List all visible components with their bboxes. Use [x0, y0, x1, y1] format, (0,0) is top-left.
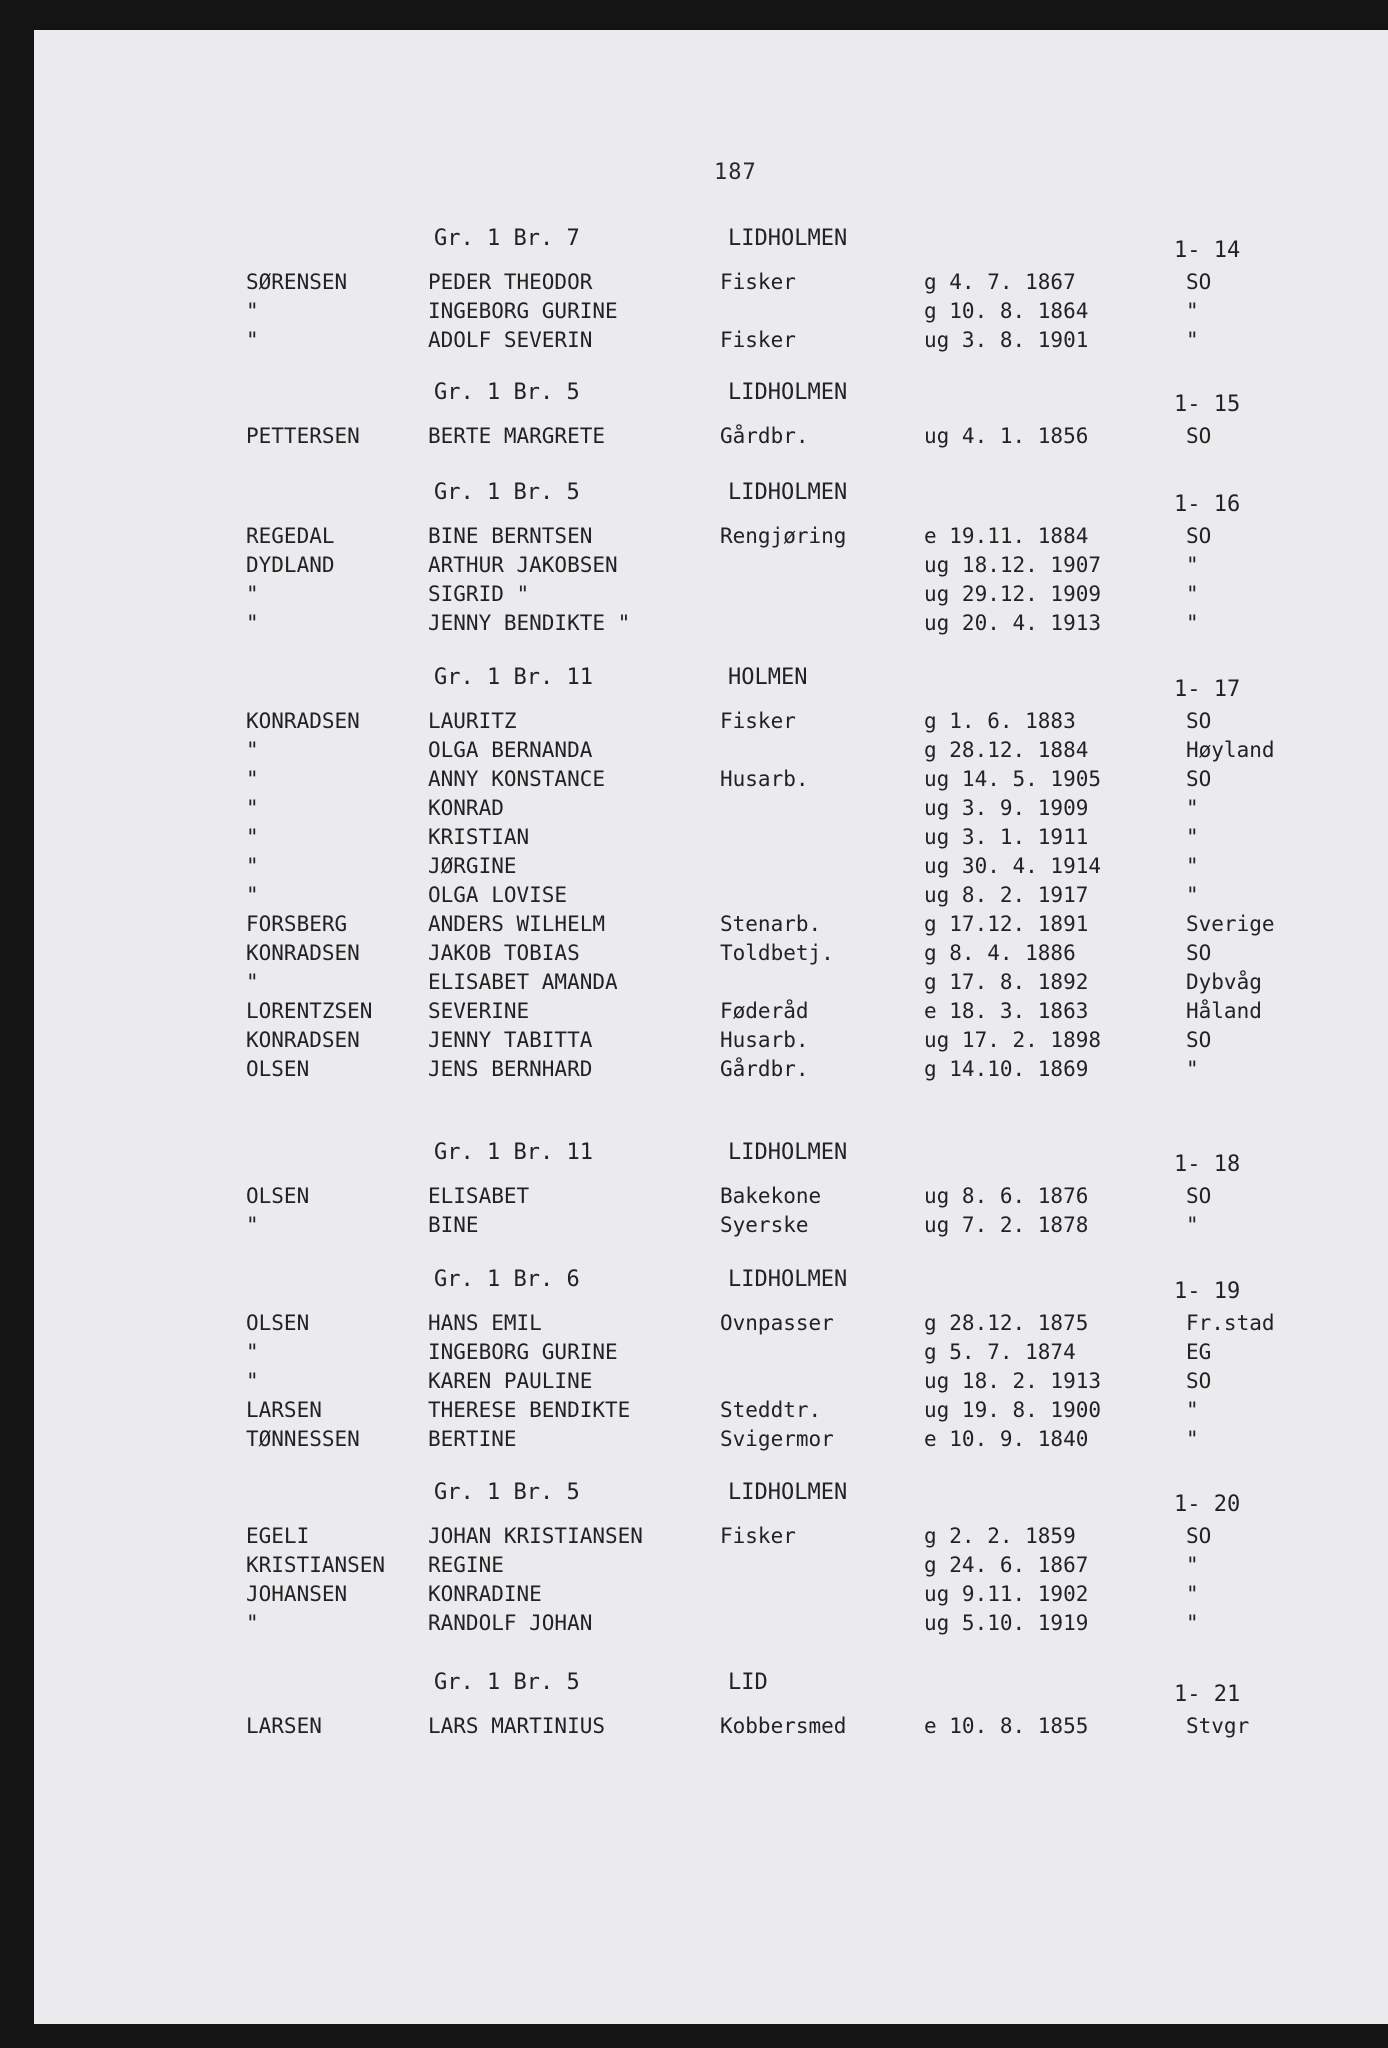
- household-header: [34, 480, 1388, 517]
- birth-date: ug 7. 2. 1878: [924, 1213, 1089, 1237]
- group-number: Gr. 1 Br. 5: [434, 1670, 580, 1695]
- person-row: [34, 1714, 1388, 1742]
- surname: KONRADSEN: [246, 941, 360, 965]
- group-number: Gr. 1 Br. 11: [434, 665, 593, 690]
- household-code: 1- 14: [1174, 238, 1241, 263]
- surname: OLSEN: [246, 1184, 310, 1208]
- given-name: HANS EMIL: [428, 1311, 542, 1335]
- surname: ": [246, 854, 259, 878]
- given-name: ADOLF SEVERIN: [428, 328, 593, 352]
- given-name: JENNY BENDIKTE ": [428, 611, 631, 635]
- occupation: Gårdbr.: [720, 424, 809, 448]
- person-row: [34, 1369, 1388, 1397]
- birth-date: g 8. 4. 1886: [924, 941, 1076, 965]
- occupation: Gårdbr.: [720, 1057, 809, 1081]
- person-row: [34, 999, 1388, 1027]
- birth-date: ug 5.10. 1919: [924, 1611, 1089, 1635]
- household-header: [34, 1480, 1388, 1517]
- place-name: LID: [728, 1670, 768, 1695]
- birth-date: ug 3. 9. 1909: [924, 796, 1089, 820]
- occupation: Fisker: [720, 709, 796, 733]
- household-code: 1- 15: [1174, 392, 1241, 417]
- surname: JOHANSEN: [246, 1582, 348, 1606]
- person-row: [34, 1611, 1388, 1639]
- surname: FORSBERG: [246, 912, 348, 936]
- surname: REGEDAL: [246, 524, 335, 548]
- birth-place: SO: [1186, 1369, 1212, 1393]
- occupation: Ovnpasser: [720, 1311, 834, 1335]
- given-name: SIGRID ": [428, 582, 530, 606]
- person-row: [34, 1524, 1388, 1552]
- given-name: BINE BERNTSEN: [428, 524, 593, 548]
- birth-date: g 2. 2. 1859: [924, 1524, 1076, 1548]
- occupation: Fisker: [720, 328, 796, 352]
- place-name: LIDHOLMEN: [728, 480, 848, 505]
- household-header: [34, 380, 1388, 417]
- given-name: KAREN PAULINE: [428, 1369, 593, 1393]
- occupation: Fisker: [720, 270, 796, 294]
- person-row: [34, 1028, 1388, 1056]
- person-row: [34, 767, 1388, 795]
- surname: ": [246, 328, 259, 352]
- birth-place: Høyland: [1186, 738, 1275, 762]
- birth-date: g 28.12. 1875: [924, 1311, 1089, 1335]
- person-row: [34, 1582, 1388, 1610]
- given-name: LAURITZ: [428, 709, 517, 733]
- given-name: KRISTIAN: [428, 825, 530, 849]
- person-row: [34, 941, 1388, 969]
- person-row: [34, 270, 1388, 298]
- birth-place: ": [1186, 553, 1199, 577]
- surname: SØRENSEN: [246, 270, 348, 294]
- occupation: Toldbetj.: [720, 941, 834, 965]
- person-row: [34, 738, 1388, 766]
- person-row: [34, 1398, 1388, 1426]
- person-row: [34, 611, 1388, 639]
- given-name: ELISABET: [428, 1184, 530, 1208]
- person-row: [34, 582, 1388, 610]
- census-list: [34, 30, 1388, 2024]
- person-row: [34, 825, 1388, 853]
- occupation: Føderåd: [720, 999, 809, 1023]
- given-name: THERESE BENDIKTE: [428, 1398, 631, 1422]
- birth-date: ug 14. 5. 1905: [924, 767, 1102, 791]
- given-name: BINE: [428, 1213, 479, 1237]
- birth-date: g 28.12. 1884: [924, 738, 1089, 762]
- birth-date: e 19.11. 1884: [924, 524, 1089, 548]
- birth-place: Fr.stad: [1186, 1311, 1275, 1335]
- birth-place: ": [1186, 1611, 1199, 1635]
- birth-date: e 18. 3. 1863: [924, 999, 1089, 1023]
- surname: LARSEN: [246, 1714, 322, 1738]
- given-name: OLGA LOVISE: [428, 883, 568, 907]
- person-row: [34, 912, 1388, 940]
- surname: KONRADSEN: [246, 709, 360, 733]
- birth-date: ug 3. 1. 1911: [924, 825, 1089, 849]
- person-row: [34, 1184, 1388, 1212]
- surname: KONRADSEN: [246, 1028, 360, 1052]
- place-name: LIDHOLMEN: [728, 226, 848, 251]
- birth-place: Sverige: [1186, 912, 1275, 936]
- surname: ": [246, 825, 259, 849]
- given-name: KONRAD: [428, 796, 504, 820]
- birth-place: ": [1186, 582, 1199, 606]
- occupation: Husarb.: [720, 1028, 809, 1052]
- place-name: LIDHOLMEN: [728, 380, 848, 405]
- occupation: Rengjøring: [720, 524, 847, 548]
- person-row: [34, 796, 1388, 824]
- surname: KRISTIANSEN: [246, 1553, 386, 1577]
- birth-date: ug 29.12. 1909: [924, 582, 1102, 606]
- person-row: [34, 854, 1388, 882]
- given-name: JENNY TABITTA: [428, 1028, 593, 1052]
- surname: ": [246, 1369, 259, 1393]
- place-name: LIDHOLMEN: [728, 1140, 848, 1165]
- birth-date: ug 20. 4. 1913: [924, 611, 1102, 635]
- surname: ": [246, 883, 259, 907]
- occupation: Kobbersmed: [720, 1714, 847, 1738]
- place-name: LIDHOLMEN: [728, 1480, 848, 1505]
- birth-place: SO: [1186, 709, 1212, 733]
- given-name: LARS MARTINIUS: [428, 1714, 606, 1738]
- person-row: [34, 970, 1388, 998]
- person-row: [34, 524, 1388, 552]
- birth-place: ": [1186, 1213, 1199, 1237]
- document-page: [34, 30, 1388, 2024]
- surname: ": [246, 1213, 259, 1237]
- birth-place: SO: [1186, 1028, 1212, 1052]
- birth-date: g 24. 6. 1867: [924, 1553, 1089, 1577]
- birth-date: e 10. 8. 1855: [924, 1714, 1089, 1738]
- group-number: Gr. 1 Br. 5: [434, 380, 580, 405]
- person-row: [34, 1057, 1388, 1085]
- birth-date: ug 3. 8. 1901: [924, 328, 1089, 352]
- surname: ": [246, 299, 259, 323]
- given-name: BERTINE: [428, 1427, 517, 1451]
- person-row: [34, 883, 1388, 911]
- household-header: [34, 665, 1388, 702]
- birth-date: ug 19. 8. 1900: [924, 1398, 1102, 1422]
- given-name: BERTE MARGRETE: [428, 424, 606, 448]
- surname: OLSEN: [246, 1057, 310, 1081]
- person-row: [34, 1427, 1388, 1455]
- occupation: Steddtr.: [720, 1398, 822, 1422]
- birth-date: ug 8. 6. 1876: [924, 1184, 1089, 1208]
- birth-place: SO: [1186, 424, 1212, 448]
- household-header: [34, 1267, 1388, 1304]
- birth-place: SO: [1186, 1524, 1212, 1548]
- birth-place: ": [1186, 611, 1199, 635]
- birth-date: g 5. 7. 1874: [924, 1340, 1076, 1364]
- birth-date: g 1. 6. 1883: [924, 709, 1076, 733]
- birth-date: ug 4. 1. 1856: [924, 424, 1089, 448]
- birth-date: ug 8. 2. 1917: [924, 883, 1089, 907]
- given-name: INGEBORG GURINE: [428, 1340, 618, 1364]
- birth-date: ug 17. 2. 1898: [924, 1028, 1102, 1052]
- surname: ": [246, 611, 259, 635]
- birth-place: SO: [1186, 1184, 1212, 1208]
- surname: LORENTZSEN: [246, 999, 373, 1023]
- surname: OLSEN: [246, 1311, 310, 1335]
- birth-date: ug 9.11. 1902: [924, 1582, 1089, 1606]
- person-row: [34, 1340, 1388, 1368]
- household-code: 1- 21: [1174, 1682, 1241, 1707]
- household-header: [34, 1670, 1388, 1707]
- place-name: HOLMEN: [728, 665, 808, 690]
- surname: TØNNESSEN: [246, 1427, 360, 1451]
- household-code: 1- 16: [1174, 492, 1241, 517]
- person-row: [34, 424, 1388, 452]
- household-code: 1- 19: [1174, 1279, 1241, 1304]
- person-row: [34, 709, 1388, 737]
- surname: EGELI: [246, 1524, 310, 1548]
- birth-place: Håland: [1186, 999, 1262, 1023]
- given-name: ANNY KONSTANCE: [428, 767, 606, 791]
- birth-date: ug 18.12. 1907: [924, 553, 1102, 577]
- given-name: ANDERS WILHELM: [428, 912, 606, 936]
- given-name: JAKOB TOBIAS: [428, 941, 580, 965]
- given-name: OLGA BERNANDA: [428, 738, 593, 762]
- group-number: Gr. 1 Br. 7: [434, 226, 580, 251]
- household-code: 1- 20: [1174, 1492, 1241, 1517]
- birth-place: Stvgr: [1186, 1714, 1250, 1738]
- occupation: Stenarb.: [720, 912, 822, 936]
- given-name: JØRGINE: [428, 854, 517, 878]
- given-name: ARTHUR JAKOBSEN: [428, 553, 618, 577]
- surname: ": [246, 1340, 259, 1364]
- surname: DYDLAND: [246, 553, 335, 577]
- group-number: Gr. 1 Br. 11: [434, 1140, 593, 1165]
- surname: ": [246, 738, 259, 762]
- given-name: INGEBORG GURINE: [428, 299, 618, 323]
- group-number: Gr. 1 Br. 6: [434, 1267, 580, 1292]
- person-row: [34, 299, 1388, 327]
- birth-place: Dybvåg: [1186, 970, 1262, 994]
- birth-date: g 17.12. 1891: [924, 912, 1089, 936]
- person-row: [34, 328, 1388, 356]
- occupation: Syerske: [720, 1213, 809, 1237]
- page-number: 187: [714, 160, 757, 185]
- birth-place: ": [1186, 328, 1199, 352]
- person-row: [34, 553, 1388, 581]
- given-name: JOHAN KRISTIANSEN: [428, 1524, 643, 1548]
- surname: ": [246, 767, 259, 791]
- occupation: Fisker: [720, 1524, 796, 1548]
- person-row: [34, 1311, 1388, 1339]
- birth-place: SO: [1186, 767, 1212, 791]
- birth-place: SO: [1186, 524, 1212, 548]
- surname: LARSEN: [246, 1398, 322, 1422]
- birth-date: g 14.10. 1869: [924, 1057, 1089, 1081]
- occupation: Bakekone: [720, 1184, 822, 1208]
- place-name: LIDHOLMEN: [728, 1267, 848, 1292]
- birth-date: g 10. 8. 1864: [924, 299, 1089, 323]
- group-number: Gr. 1 Br. 5: [434, 480, 580, 505]
- surname: ": [246, 1611, 259, 1635]
- occupation: Svigermor: [720, 1427, 834, 1451]
- birth-date: e 10. 9. 1840: [924, 1427, 1089, 1451]
- birth-date: g 4. 7. 1867: [924, 270, 1076, 294]
- household-code: 1- 17: [1174, 677, 1241, 702]
- birth-place: ": [1186, 1398, 1199, 1422]
- birth-place: ": [1186, 1427, 1199, 1451]
- given-name: SEVERINE: [428, 999, 530, 1023]
- surname: ": [246, 796, 259, 820]
- birth-date: ug 30. 4. 1914: [924, 854, 1102, 878]
- household-code: 1- 18: [1174, 1152, 1241, 1177]
- birth-place: ": [1186, 1057, 1199, 1081]
- surname: ": [246, 582, 259, 606]
- birth-place: EG: [1186, 1340, 1212, 1364]
- birth-place: ": [1186, 1553, 1199, 1577]
- given-name: KONRADINE: [428, 1582, 542, 1606]
- given-name: REGINE: [428, 1553, 504, 1577]
- birth-place: SO: [1186, 270, 1212, 294]
- birth-place: ": [1186, 854, 1199, 878]
- birth-date: g 17. 8. 1892: [924, 970, 1089, 994]
- birth-place: SO: [1186, 941, 1212, 965]
- occupation: Husarb.: [720, 767, 809, 791]
- surname: PETTERSEN: [246, 424, 360, 448]
- given-name: PEDER THEODOR: [428, 270, 593, 294]
- household-header: [34, 1140, 1388, 1177]
- given-name: ELISABET AMANDA: [428, 970, 618, 994]
- birth-place: ": [1186, 825, 1199, 849]
- birth-place: ": [1186, 1582, 1199, 1606]
- surname: ": [246, 970, 259, 994]
- given-name: RANDOLF JOHAN: [428, 1611, 593, 1635]
- household-header: [34, 226, 1388, 263]
- birth-place: ": [1186, 883, 1199, 907]
- person-row: [34, 1553, 1388, 1581]
- person-row: [34, 1213, 1388, 1241]
- birth-place: ": [1186, 299, 1199, 323]
- birth-place: ": [1186, 796, 1199, 820]
- group-number: Gr. 1 Br. 5: [434, 1480, 580, 1505]
- given-name: JENS BERNHARD: [428, 1057, 593, 1081]
- birth-date: ug 18. 2. 1913: [924, 1369, 1102, 1393]
